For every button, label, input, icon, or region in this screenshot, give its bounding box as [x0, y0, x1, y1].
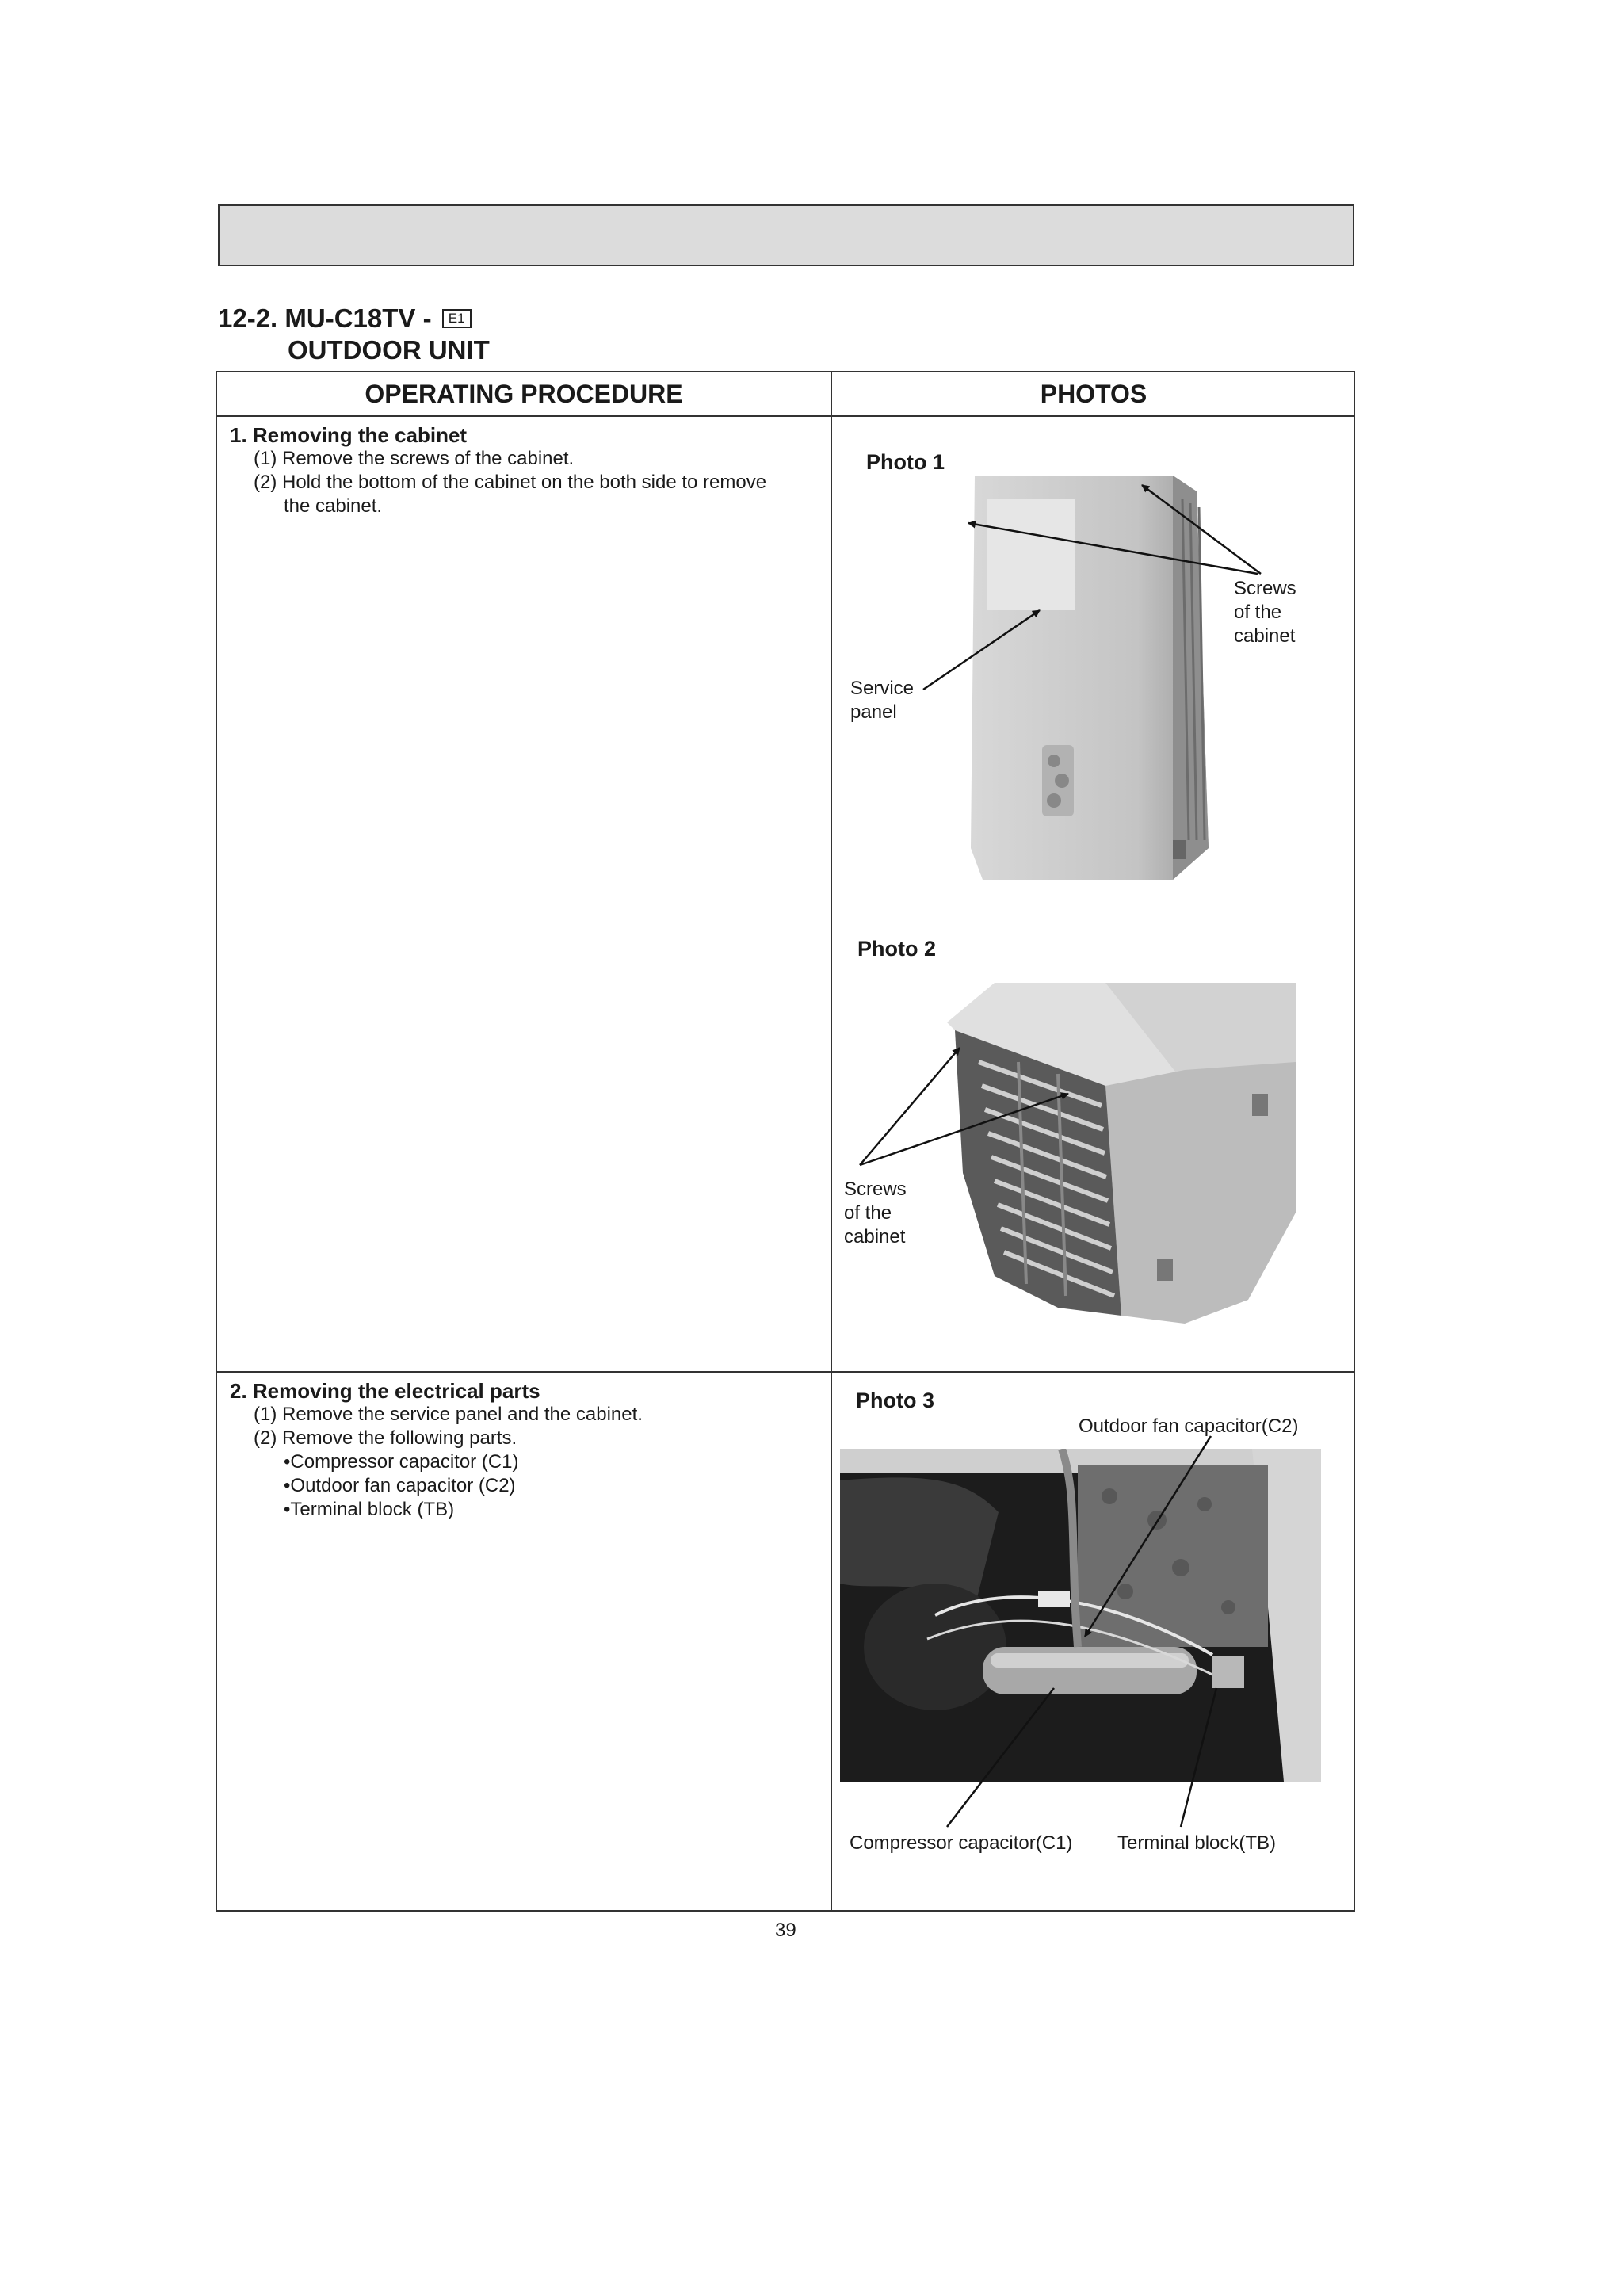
- photo-2-screws-callout: Screws of the cabinet: [844, 1179, 907, 1247]
- step-2: [230, 1379, 643, 1522]
- step-1-line-2b: the cabinet.: [284, 495, 383, 517]
- row-divider: [217, 1371, 1354, 1373]
- photo-2-image: [947, 975, 1296, 1347]
- photo-3-label: Photo 3: [856, 1389, 934, 1412]
- step-1-title: 1. Removing the cabinet: [230, 423, 468, 447]
- step-1-line-1: (1) Remove the screws of the cabinet.: [254, 448, 575, 469]
- part-item: •Compressor capacitor (C1): [284, 1451, 519, 1473]
- photo-1-screws-callout: Screws of the cabinet: [1234, 578, 1296, 647]
- part-item: •Outdoor fan capacitor (C2): [284, 1475, 516, 1496]
- header-divider: [217, 415, 1354, 417]
- part-item: •Terminal block (TB): [284, 1499, 455, 1520]
- photo-1-service-panel-callout: Service panel: [850, 678, 915, 723]
- title-dash: -: [422, 304, 432, 333]
- header-bar: [218, 204, 1354, 266]
- terminal-block-callout: Terminal block(TB): [1117, 1832, 1277, 1854]
- photo-1-image: [935, 468, 1228, 896]
- step-1-line-2: (2) Hold the bottom of the cabinet on the both side to remove: [254, 472, 767, 493]
- col-header-photos: PHOTOS: [1040, 380, 1147, 408]
- photo-1-label: Photo 1: [866, 450, 945, 474]
- photo-3-image: [840, 1449, 1321, 1782]
- step-2-title: 2. Removing the electrical parts: [230, 1379, 540, 1403]
- step-2-line-2: (2) Remove the following parts.: [254, 1427, 517, 1449]
- step-2-line-1: (1) Remove the service panel and the cabinet.: [254, 1404, 643, 1425]
- model-title: 12-2. MU-C18TV: [218, 304, 416, 333]
- fan-capacitor-callout: Outdoor fan capacitor(C2): [1079, 1415, 1299, 1437]
- section-title: [218, 303, 490, 366]
- photo-2-label: Photo 2: [857, 937, 936, 961]
- compressor-capacitor-callout: Compressor capacitor(C1): [850, 1832, 1073, 1854]
- column-divider: [831, 372, 832, 1910]
- model-badge: E1: [442, 309, 472, 328]
- page-number: 39: [775, 1920, 796, 1941]
- unit-title: OUTDOOR UNIT: [288, 335, 490, 365]
- step-1: [230, 423, 766, 518]
- col-header-procedure: OPERATING PROCEDURE: [365, 380, 683, 408]
